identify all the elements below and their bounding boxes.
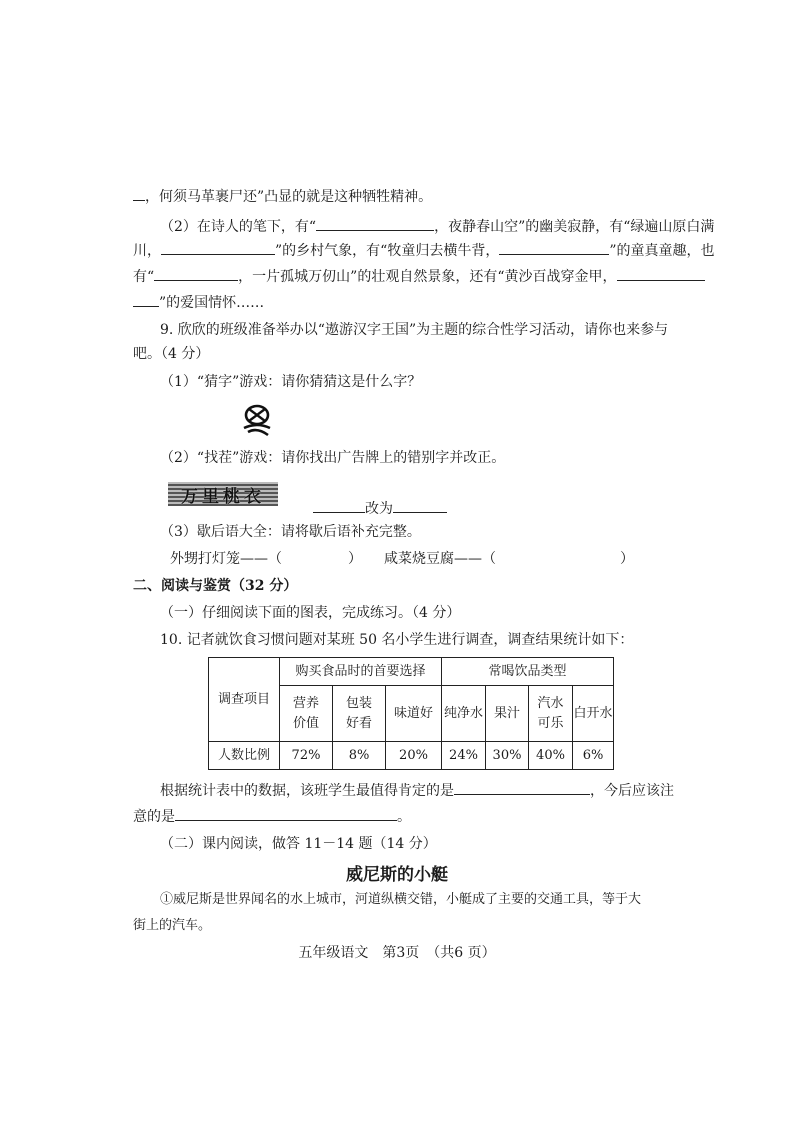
question-9-1: （1）“猜字”游戏：请你猜猜这是什么字？ [160,374,422,390]
table-col-header: 味道好 [386,686,442,742]
text-line: （2）在诗人的笔下，有“ ，夜静春山空”的幽美寂静，有“绿遍山原白满 [160,216,714,237]
correction-line: 改为 [313,498,447,519]
answer-blank[interactable] [161,240,275,255]
table-cell: 6% [573,742,614,770]
article-paragraph-cont: 街上的汽车。 [133,918,212,933]
table-cell: 30% [486,742,529,770]
answer-blank[interactable] [133,292,159,307]
question-9-2: （2）“找茬”游戏：请你找出广告牌上的错别字并改正。 [160,450,506,466]
answer-blank[interactable] [393,498,447,513]
table-header-group-food: 购买食品时的首要选择 [280,658,442,686]
text-line: 根据统计表中的数据，该班学生最值得肯定的是 ，今后应该注 [160,780,674,801]
survey-table [208,657,614,770]
text-line: 川， ”的乡村气象，有“牧童归去横牛背， ”的童真童趣，也 [133,240,715,261]
answer-blank[interactable] [154,266,238,281]
text-line: ，何须马革裹尸还”凸显的就是这种牺牲精神。 [133,186,432,207]
table-row-label: 人数比例 [209,742,280,770]
table-col-header: 果汁 [486,686,529,742]
page-footer: 五年级语文 第3页 （共6 页） [298,945,496,961]
answer-blank[interactable] [454,780,590,795]
article-title: 威尼斯的小艇 [346,865,448,885]
answer-blank[interactable] [316,216,434,231]
answer-blank[interactable] [313,498,365,513]
table-col-header: 包装 好看 [333,686,386,742]
billboard-image [168,482,278,506]
article-paragraph: ①威尼斯是世界闻名的水上城市，河道纵横交错，小艇成了主要的交通工具，等于大 [160,892,642,907]
question-9-3: （3）歇后语大全：请将歇后语补充完整。 [160,524,421,540]
table-col-header: 汽水 可乐 [529,686,573,742]
table-col-header: 纯净水 [442,686,486,742]
subsection-2: （二）课内阅读，做答 11－14 题（14 分） [160,836,437,852]
xiehouyu-1: 外甥打灯笼——（ ） [170,551,362,567]
table-header-survey-item: 调查项目 [209,658,280,742]
text-line: 意的是 。 [133,806,411,827]
table-cell: 8% [333,742,386,770]
answer-blank[interactable] [617,266,705,281]
question-9-cont: 吧。（4 分） [133,346,210,362]
section-2-heading: 二、阅读与鉴赏（32 分） [133,578,298,594]
answer-blank[interactable] [499,240,609,255]
table-cell: 72% [280,742,333,770]
billboard-text: 万里桃衣 [181,486,265,507]
answer-blank[interactable] [133,186,145,201]
table-cell: 40% [529,742,573,770]
question-9: 9. 欣欣的班级准备举办以“遨游汉字王国”为主题的综合性学习活动，请你也来参与 [160,322,669,338]
text-line: 有“ ，一片孤城万仞山”的壮观自然景象，还有“黄沙百战穿金甲， [133,266,705,287]
table-col-header: 营养 价值 [280,686,333,742]
question-10: 10. 记者就饮食习惯问题对某班 50 名小学生进行调查，调查结果统计如下： [160,632,634,648]
table-cell: 24% [442,742,486,770]
table-col-header: 白开水 [573,686,614,742]
text-line: ”的爱国情怀…… [133,292,264,313]
table-row [209,742,614,770]
answer-blank[interactable] [175,806,397,821]
riddle-glyph-image [240,402,274,438]
xiehouyu-2: 咸菜烧豆腐——（ ） [384,551,634,567]
table-cell: 20% [386,742,442,770]
table-header-group-drink: 常喝饮品类型 [442,658,614,686]
subsection-1: （一）仔细阅读下面的图表，完成练习。（4 分） [160,605,461,621]
